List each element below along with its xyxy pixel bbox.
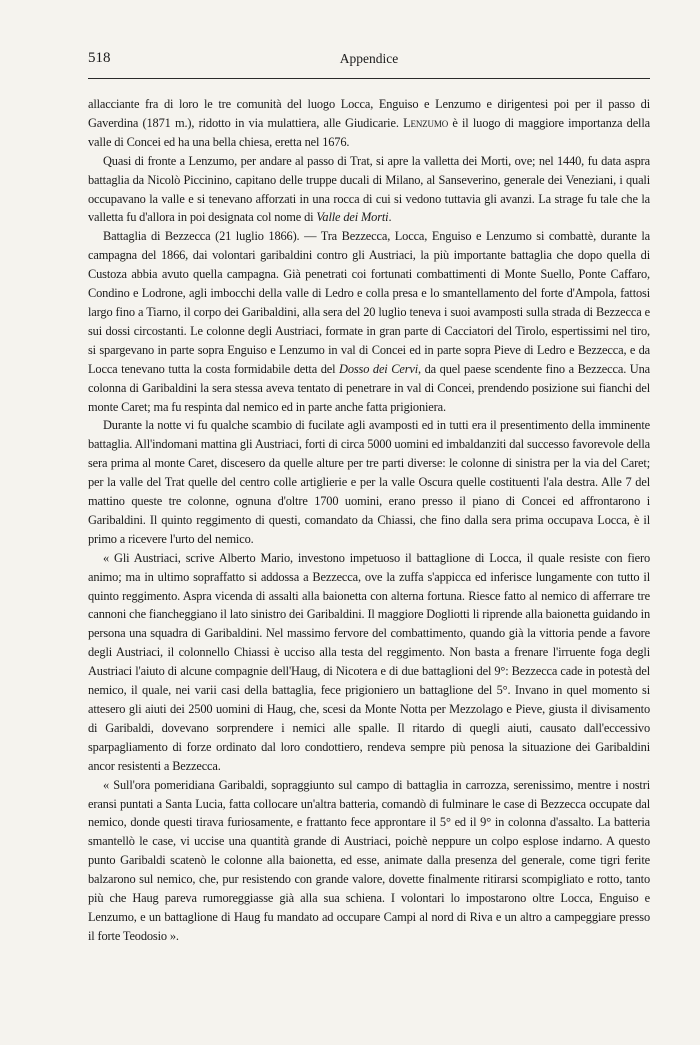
running-title: Appendice (339, 51, 399, 66)
paragraph-2: Quasi di fronte a Lenzumo, per andare al passo di Trat, si apre la valletta dei Morti, ove; nel 1440, fu data aspra battaglia da Nicolò Piccinino, capitano delle truppe ducali di Milano, al Sanseverino, generale dei Veneziani, i quali occupavano la valle e si tenevano afforzati in una rocca di cui si vedono tuttavia gli avanzi. La strage fu tale che la valletta fu d'allora in poi designata col nome di Valle dei Morti. (88, 153, 650, 225)
paragraph-5: « Gli Austriaci, scrive Alberto Mario, investono impetuoso il battaglione di Locca, il quale resiste con fiero animo; ma in ultimo sopraffatto si addossa a Bezzecca, ove la zuffa s'appicca ed inferisce lungamente con tutto il quinto reggimento. Aspra vicenda di assalti alla baionetta con alterna fortuna. Riesce fatto al nemico di afferrare tre cannoni che fiancheggiano il lato sinistro dei Garibaldini. Il maggiore Dogliotti li riprende alla baionetta guidando in persona una squadra di Garibaldini. Nel massimo fervore del combattimento, quando già la vittoria pende a favore degli Austriaci, il colonnello Chiassi è ucciso alla testa del reggimento. Non basta a frenare l'irruente foga degli Austriaci l'aiuto di alcune compagnie dell'Haug, di Nicotera e di due battaglioni del 9°: Bezzecca cade in potestà del nemico, il quale, nei varii casi della battaglia, fece prigioniero un battaglione del 5°. Invano in quel momento si attesero gli aiuti dei 2500 uomini di Haug, che, scesi da Monte Notta per Mezzolago e Pieve, giusta il divisamento di Garibaldi, dovevano sorprendere i nemici alle spalle. Il ritardo di quegli aiuti, causato dall'eccessivo sparpagliamento di forze ordinato dal loro condottiero, rendeva sempre più penosa la situazione dei Garibaldini ancor resistenti a Bezzecca. (88, 550, 650, 773)
running-head (88, 50, 650, 72)
paragraph-6: « Sull'ora pomeridiana Garibaldi, sopraggiunto sul campo di battaglia in carrozza, serenissimo, mentre i nostri eransi puntati a Santa Lucia, fatta collocare un'altra batteria, comandò di fulminare le case di Bezzecca occupate dal nemico, donde questi tirava furiosamente, e frattanto fece approntare il 5° ed il 9° in colonna d'assalto. La batteria smantellò le case, vi uccise una quantità grande di Austriaci, poichè neppure un colpo esplose indarno. A questo punto Garibaldi scatenò le colonne alla baionetta, ed esse, animate dalla presenza del generale, come tigri ferite balzarono sul nemico, che, pur resistendo con grande valore, dovette finalmente ritirarsi scompigliato e rotto, tanto più che Haug pareva rumoreggiasse già alla sua schiena. I volontari lo impostarono oltre Locca, Enguiso e Lenzumo, e un battaglione di Haug fu mandato ad occupare Campi al nord di Riva e un altro a campeggiare presso il forte Teodosio ». (88, 777, 650, 943)
paragraph-1: allacciante fra di loro le tre comunità del luogo Locca, Enguiso e Lenzumo e dirigentesi poi per il passo di Gaverdina (1871 m.), ridotto in via mulattiera, alle Giudicarie. Lenzumo è il luogo di maggiore importanza della valle di Concei ed ha una bella chiesa, eretta nel 1676. (88, 97, 650, 149)
header-rule (88, 78, 650, 79)
place-name-small-caps: Lenzumo (403, 115, 449, 130)
italic-place-name: Valle dei Morti (316, 210, 389, 225)
page-number: 518 (88, 50, 111, 66)
italic-place-name: Dosso dei Cervi (339, 361, 419, 376)
text-body (88, 95, 650, 946)
paragraph-4: Durante la notte vi fu qualche scambio di fucilate agli avamposti ed in tutti era il presentimento della imminente battaglia. All'indomani mattina gli Austriaci, forti di circa 5000 uomini ed imbaldanziti dal successo favorevole della sera prima al monte Caret, discesero da quelle alture per tre parti diverse: le colonne di sinistra per la via del Caret; per la valle del Trat quelle del centro colle artiglierie e per la valle Oscura quelle costituenti l'ala destra. Alle 7 del mattino queste tre colonne, ognuna d'oltre 1700 uomini, erano presso il piano di Concei ed affrontarono i Garibaldini. Il quinto reggimento di questi, comandato da Chiassi, che fino dalla sera prima occupava Locca, è il primo a ricevere l'urto del nemico. (88, 418, 650, 546)
paragraph-3: Battaglia di Bezzecca (21 luglio 1866). — Tra Bezzecca, Locca, Enguiso e Lenzumo si combattè, durante la campagna del 1866, dai volontari garibaldini contro gli Austriaci, la più importante battaglia che dopo quella di Custoza abbia avuto quella campagna. Già penetrati coi fortunati combattimenti di Monte Suello, Ponte Caffaro, Condino e Lodrone, agli imbocchi della valle di Ledro e colla presa e lo smantellamento del forte d'Ampola, fattosi largo fino a Tiarno, il corpo dei Garibaldini, alla sera del 20 luglio teneva i suoi avamposti sulla strada di Bezzecca e sui dossi circostanti. Le colonne degli Austriaci, formate in gran parte di Cacciatori del Tirolo, espertissimi nel tiro, si spargevano in parte sopra Enguiso e Lenzumo in val di Concei ed in parte sopra Pieve di Ledro e Bezzecca, e da Locca tenevano tutta la costa formidabile detta del Dosso dei Cervi, da quel paese scendente fino a Bezzecca. Una colonna di Garibaldini la sera stessa aveva tentato di penetrare in val di Concei, prendendo posizione sui fianchi del monte Caret; ma fu respinta dal nemico ed in parte anche fatta prigioniera. (88, 229, 650, 414)
